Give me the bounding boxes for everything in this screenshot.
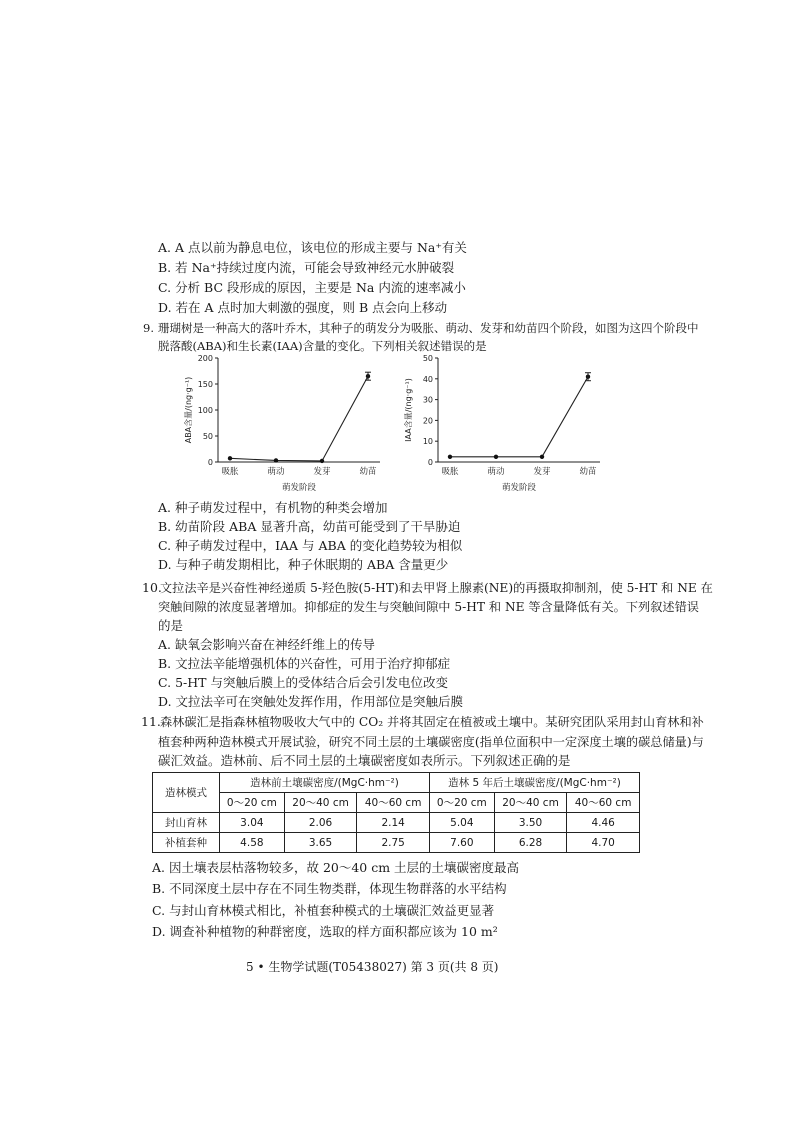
table-cell: 4.58 bbox=[220, 833, 285, 853]
y-tick-label: 40 bbox=[422, 374, 433, 384]
table-header-row bbox=[153, 773, 640, 793]
y-tick-label: 50 bbox=[202, 432, 213, 441]
q10-option-c: C. 5-HT 与突触后膜上的受体结合后会引发电位改变 bbox=[158, 675, 448, 690]
x-tick-label: 发芽 bbox=[313, 467, 331, 477]
data-point bbox=[274, 458, 278, 462]
q11-option-a: A. 因土壤表层枯落物较多，故 20～40 cm 土层的土壤碳密度最高 bbox=[152, 860, 520, 875]
x-tick-label: 幼苗 bbox=[579, 467, 597, 477]
x-tick-label: 吸胀 bbox=[221, 467, 239, 477]
q10-stem-line1: 文拉法辛是兴奋性神经递质 5-羟色胺(5-HT)和去甲肾上腺素(NE)的再摄取抑制剂，使 5-HT 和 NE 在 bbox=[160, 581, 713, 595]
x-tick-label: 萌动 bbox=[267, 467, 285, 477]
y-axis-label: IAA含量/(ng·g⁻¹) bbox=[404, 378, 413, 442]
table-depth: 40～60 cm bbox=[567, 793, 640, 813]
q8-option-d: D. 若在 A 点时加大刺激的强度，则 B 点会向上移动 bbox=[158, 300, 448, 315]
table-cell: 7.60 bbox=[429, 833, 494, 853]
series-line bbox=[230, 376, 368, 461]
y-tick-label: 10 bbox=[422, 437, 433, 447]
x-axis-label: 萌发阶段 bbox=[501, 483, 537, 493]
table-depth: 20～40 cm bbox=[494, 793, 567, 813]
table-header-after: 造林 5 年后土壤碳密度/(MgC·hm⁻²) bbox=[429, 773, 639, 793]
q10-stem-line3: 的是 bbox=[158, 618, 184, 633]
y-tick-label: 20 bbox=[422, 416, 433, 426]
table-header-before: 造林前土壤碳密度/(MgC·hm⁻²) bbox=[220, 773, 430, 793]
q11-option-c: C. 与封山育林模式相比，补植套种模式的土壤碳汇效益更显著 bbox=[152, 903, 495, 918]
q10-option-a: A. 缺氧会影响兴奋在神经纤维上的传导 bbox=[158, 637, 375, 652]
y-tick-label: 0 bbox=[427, 458, 433, 467]
q11-stem-line1: 森林碳汇是指森林植物吸收大气中的 CO₂ 并将其固定在植被或土壤中。某研究团队采用封山育林和补 bbox=[160, 715, 704, 729]
page-footer: 5 • 生物学试题(T05438027) 第 3 页(共 8 页) bbox=[246, 960, 499, 974]
q9-stem-line1: 珊瑚树是一种高大的落叶乔木，其种子的萌发分为吸胀、萌动、发芽和幼苗四个阶段，如图为这四个阶段中 bbox=[158, 321, 699, 335]
table-row bbox=[153, 833, 640, 853]
q11-number: 11. bbox=[141, 714, 161, 729]
q11-stem-line3: 碳汇效益。造林前、后不同土层的土壤碳密度如表所示。下列叙述正确的是 bbox=[158, 753, 571, 768]
y-tick-label: 50 bbox=[422, 354, 433, 363]
data-point bbox=[320, 459, 324, 463]
x-tick-label: 幼苗 bbox=[359, 467, 377, 477]
y-axis-label: ABA含量/(ng·g⁻¹) bbox=[184, 376, 193, 444]
table-cell: 3.65 bbox=[284, 833, 357, 853]
y-tick-label: 30 bbox=[422, 395, 433, 405]
table-header-mode: 造林模式 bbox=[153, 773, 220, 813]
q9-option-c: C. 种子萌发过程中，IAA 与 ABA 的变化趋势较为相似 bbox=[158, 538, 463, 553]
data-point bbox=[540, 455, 544, 459]
data-point bbox=[228, 456, 232, 460]
table-cell: 2.14 bbox=[357, 813, 430, 833]
q8-option-c: C. 分析 BC 段形成的原因，主要是 Na 内流的速率减小 bbox=[158, 280, 466, 295]
table-cell: 3.04 bbox=[220, 813, 285, 833]
q11-option-b: B. 不同深度土层中存在不同生物类群，体现生物群落的水平结构 bbox=[152, 881, 507, 896]
table-depth: 20～40 cm bbox=[284, 793, 357, 813]
q8-option-b: B. 若 Na⁺持续过度内流，可能会导致神经元水肿破裂 bbox=[158, 260, 455, 275]
q9-stem-line2: 脱落酸(ABA)和生长素(IAA)含量的变化。下列相关叙述错误的是 bbox=[158, 339, 487, 353]
table-cell: 5.04 bbox=[429, 813, 494, 833]
q10-option-b: B. 文拉法辛能增强机体的兴奋性，可用于治疗抑郁症 bbox=[158, 656, 451, 671]
q9-option-b: B. 幼苗阶段 ABA 显著升高，幼苗可能受到了干旱胁迫 bbox=[158, 519, 461, 534]
table-cell: 2.75 bbox=[357, 833, 430, 853]
x-tick-label: 发芽 bbox=[533, 467, 551, 477]
q10-option-d: D. 文拉法辛可在突触处发挥作用，作用部位是突触后膜 bbox=[158, 694, 464, 709]
q11-option-d: D. 调查补种植物的种群密度，选取的样方面积都应该为 10 m² bbox=[152, 924, 498, 939]
iaa-chart-svg bbox=[400, 352, 610, 497]
table-cell-mode: 封山育林 bbox=[153, 813, 220, 833]
table-cell: 4.46 bbox=[567, 813, 640, 833]
carbon-density-table bbox=[152, 772, 640, 853]
table-cell-mode: 补植套种 bbox=[153, 833, 220, 853]
y-tick-label: 0 bbox=[207, 458, 213, 467]
table-row bbox=[153, 813, 640, 833]
y-tick-label: 100 bbox=[197, 406, 213, 415]
q10-stem-line2: 突触间隙的浓度显著增加。抑郁症的发生与突触间隙中 5-HT 和 NE 等含量降低有关。下列叙述错误 bbox=[158, 600, 699, 614]
q9-option-a: A. 种子萌发过程中，有机物的种类会增加 bbox=[158, 500, 388, 515]
q9-number: 9. bbox=[143, 321, 154, 335]
series-line bbox=[450, 377, 588, 457]
y-tick-label: 150 bbox=[197, 380, 213, 389]
table-cell: 4.70 bbox=[567, 833, 640, 853]
y-tick-label: 200 bbox=[197, 354, 213, 363]
q9-option-d: D. 与种子萌发期相比，种子休眠期的 ABA 含量更少 bbox=[158, 557, 449, 572]
x-tick-label: 吸胀 bbox=[441, 467, 459, 477]
table-depth: 0～20 cm bbox=[220, 793, 285, 813]
table-depth: 0～20 cm bbox=[429, 793, 494, 813]
table-cell: 2.06 bbox=[284, 813, 357, 833]
data-point bbox=[494, 455, 498, 459]
aba-chart bbox=[180, 352, 390, 497]
q11-stem-line2: 植套种两种造林模式开展试验，研究不同土层的土壤碳密度(指单位面积中一定深度土壤的碳总储量)与 bbox=[158, 735, 704, 749]
x-tick-label: 萌动 bbox=[487, 467, 505, 477]
x-axis-label: 萌发阶段 bbox=[281, 483, 317, 493]
table-cell: 3.50 bbox=[494, 813, 567, 833]
aba-chart-svg bbox=[180, 352, 390, 497]
table-cell: 6.28 bbox=[494, 833, 567, 853]
data-point bbox=[448, 455, 452, 459]
q10-number: 10. bbox=[142, 580, 162, 595]
iaa-chart bbox=[400, 352, 610, 497]
q8-option-a: A. A 点以前为静息电位，该电位的形成主要与 Na⁺有关 bbox=[158, 240, 467, 255]
table-depth-row bbox=[153, 793, 640, 813]
table-depth: 40～60 cm bbox=[357, 793, 430, 813]
